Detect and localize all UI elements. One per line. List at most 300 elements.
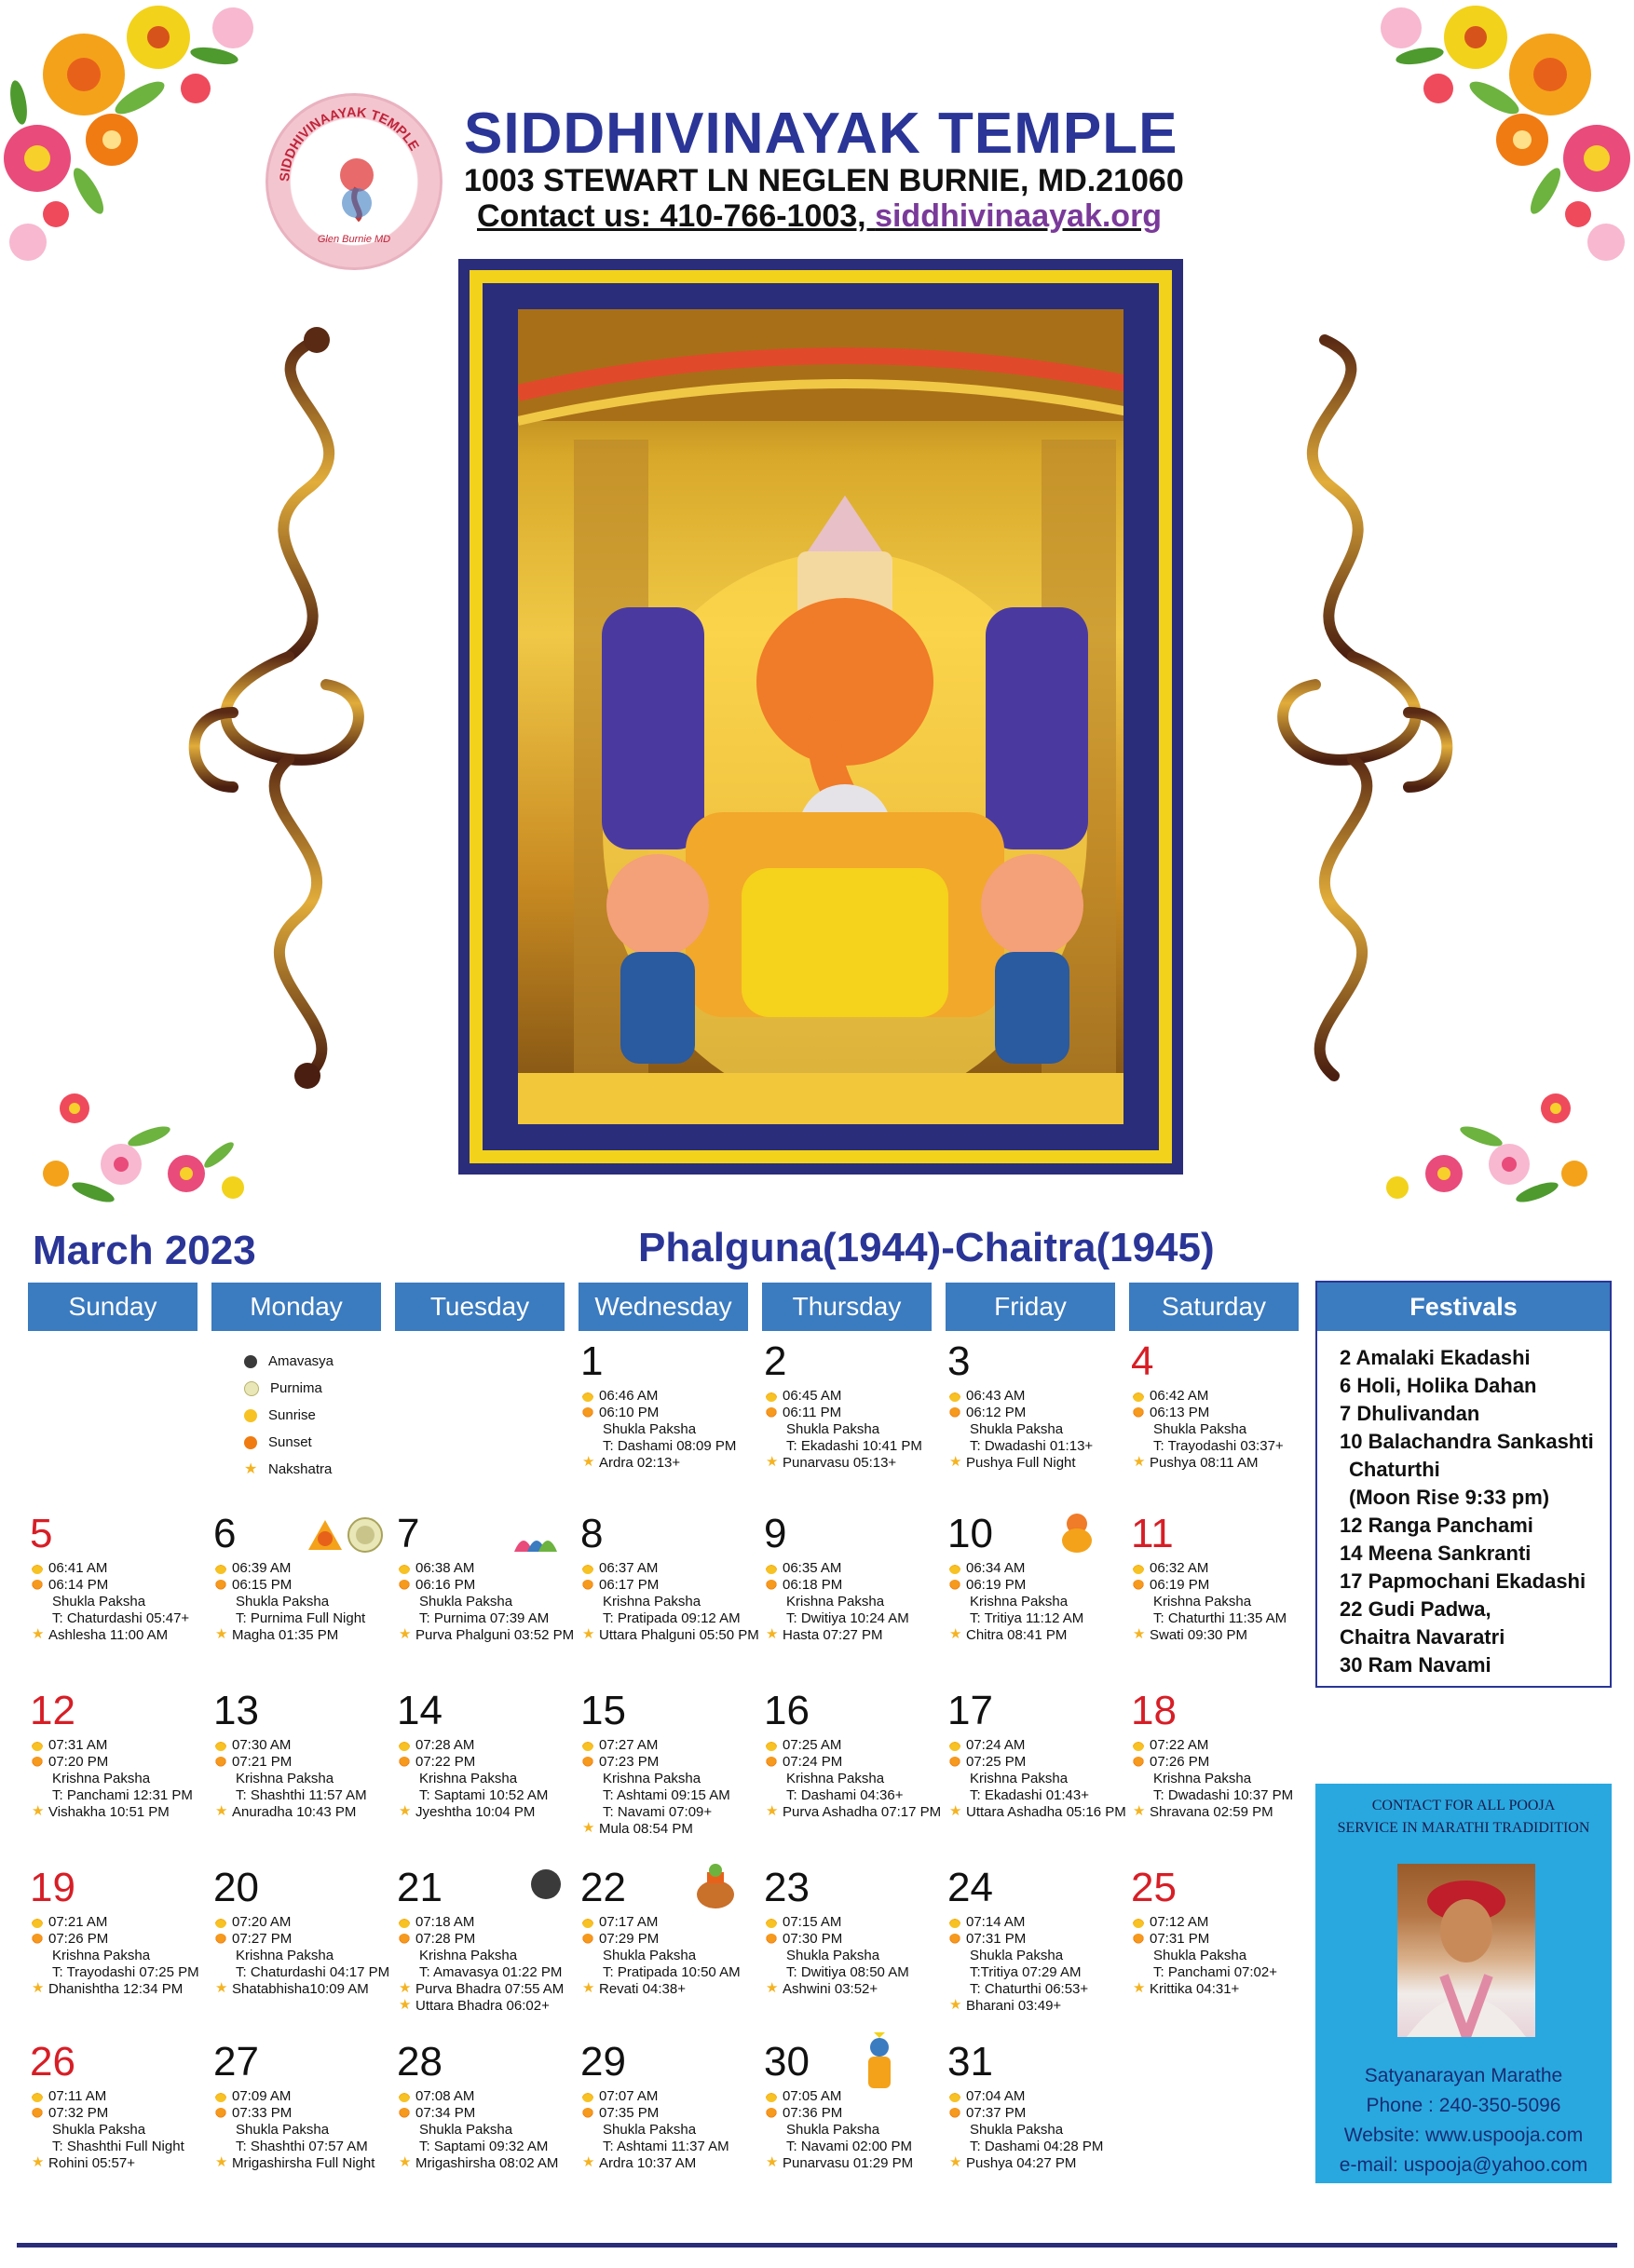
nakshatra-icon: ★	[399, 1626, 412, 1642]
festival-item: 6 Holi, Holika Dahan	[1340, 1374, 1537, 1397]
sunset-icon	[766, 2108, 777, 2119]
sunset-time: 07:31 PM	[1131, 1931, 1308, 1948]
colors-icon	[512, 1528, 559, 1554]
sunrise-time: 07:31 AM	[30, 1737, 207, 1754]
sunset-icon	[1133, 1934, 1144, 1945]
day-cell	[30, 1511, 207, 1644]
paksha: Krishna Paksha	[236, 1948, 334, 1963]
sunset-icon	[582, 1934, 593, 1945]
sunset-time: 06:16 PM	[397, 1577, 574, 1594]
sunset-icon	[949, 2108, 960, 2119]
sunrise-icon	[1133, 1740, 1144, 1751]
nakshatra: ★ Shravana 02:59 PM	[1133, 1803, 1273, 1820]
sunrise-time: 07:07 AM	[580, 2088, 757, 2105]
day-cell	[1131, 1867, 1308, 1998]
nakshatra: ★ Vishakha 10:51 PM	[32, 1803, 170, 1820]
nakshatra: ★ Shatabhisha10:09 AM	[215, 1980, 369, 1997]
paksha: Krishna Paksha	[236, 1771, 334, 1786]
sunset-icon	[949, 1580, 960, 1591]
nakshatra-icon: ★	[399, 1980, 412, 1996]
sunset-time: 07:35 PM	[580, 2105, 757, 2122]
sunset-time: 07:21 PM	[213, 1754, 390, 1771]
day-number: 25	[1131, 1865, 1177, 1910]
nakshatra: ★ Ashlesha 11:00 AM	[32, 1626, 169, 1643]
month-title: March 2023	[33, 1228, 256, 1273]
sunset-icon	[766, 1757, 777, 1768]
festivals-title: Festivals	[1317, 1283, 1610, 1331]
festival-item: 10 Balachandra Sankashti	[1340, 1430, 1594, 1453]
day-cell	[947, 1867, 1124, 2015]
day-number: 23	[764, 1865, 810, 1910]
sunrise-time: 07:04 AM	[947, 2088, 1124, 2105]
sunrise-time: 07:25 AM	[764, 1737, 941, 1754]
paksha: Shukla Paksha	[236, 1594, 330, 1609]
sunrise-icon	[766, 1740, 777, 1751]
nakshatra-icon: ★	[949, 1803, 962, 1819]
paksha: Krishna Paksha	[419, 1948, 518, 1963]
purnima-day-icon	[347, 1516, 384, 1554]
tithi: T: Tritiya 11:12 AM	[970, 1610, 1084, 1626]
day-cell	[764, 1867, 941, 1998]
day-number: 30	[764, 2039, 810, 2085]
sunrise-time: 06:42 AM	[1131, 1388, 1308, 1405]
day-cell	[397, 1688, 574, 1821]
sunrise-icon	[582, 1391, 593, 1402]
nakshatra-icon: ★	[766, 2154, 779, 2170]
sunset-time: 06:15 PM	[213, 1577, 390, 1594]
weekday-monday: Monday	[211, 1283, 381, 1331]
sunrise-icon	[32, 2091, 43, 2102]
tithi: T: Amavasya 01:22 PM	[419, 1964, 563, 1980]
sunset-icon	[582, 1407, 593, 1419]
paksha: Krishna Paksha	[52, 1948, 151, 1963]
sunset-icon	[1133, 1757, 1144, 1768]
tithi: T: Dwitiya 08:50 AM	[786, 1964, 909, 1980]
day-cell	[213, 1867, 390, 1998]
sunrise-icon	[215, 2091, 226, 2102]
nakshatra: ★ Revati 04:38+	[582, 1980, 686, 1997]
sunrise-icon	[399, 2091, 410, 2102]
flower-decoration-top-right	[1317, 0, 1634, 317]
day-cell	[947, 1338, 1124, 1472]
nakshatra: ★ Swati 09:30 PM	[1133, 1626, 1248, 1643]
day-number: 17	[947, 1688, 993, 1733]
contact-heading: CONTACT FOR ALL POOJA SERVICE IN MARATHI TRADIDITION	[1337, 1798, 1590, 1836]
nakshatra: ★ Dhanishtha 12:34 PM	[32, 1980, 184, 1997]
paksha: Krishna Paksha	[1153, 1771, 1252, 1786]
day-number: 2	[764, 1338, 787, 1384]
day-cell	[30, 2039, 207, 2172]
festival-item: 22 Gudi Padwa,	[1340, 1597, 1491, 1621]
paksha: Shukla Paksha	[786, 1421, 880, 1437]
sunrise-time: 06:41 AM	[30, 1560, 207, 1577]
tithi: T: Purnima 07:39 AM	[419, 1610, 550, 1626]
day-number: 22	[580, 1865, 626, 1910]
tithi: T: Shashthi 07:57 AM	[236, 2139, 368, 2154]
tithi: T: Ashtami 09:15 AM	[603, 1787, 730, 1803]
sunrise-icon	[766, 1563, 777, 1574]
nakshatra-icon: ★	[949, 1454, 962, 1470]
sunrise-time: 07:21 AM	[30, 1914, 207, 1931]
tithi: T: Chaturthi 11:35 AM	[1153, 1610, 1287, 1626]
sunset-time: 07:20 PM	[30, 1754, 207, 1771]
tithi: T: Shashthi 11:57 AM	[236, 1787, 367, 1803]
sunset-time: 07:28 PM	[397, 1931, 574, 1948]
nakshatra: ★ Pushya 04:27 PM	[949, 2154, 1077, 2171]
paksha: Krishna Paksha	[970, 1771, 1069, 1786]
sunset-time: 07:34 PM	[397, 2105, 574, 2122]
weekday-thursday: Thursday	[762, 1283, 932, 1331]
paksha: Shukla Paksha	[1153, 1421, 1247, 1437]
nakshatra-icon: ★	[215, 1803, 228, 1819]
sunset-icon	[399, 1757, 410, 1768]
day-number: 19	[30, 1865, 75, 1910]
sunset-time: 06:13 PM	[1131, 1405, 1308, 1421]
sunrise-icon	[32, 1917, 43, 1928]
nakshatra-icon: ★	[399, 1997, 412, 2013]
sunrise-icon	[949, 1740, 960, 1751]
nakshatra-icon: ★	[399, 2154, 412, 2170]
paksha: Krishna Paksha	[419, 1771, 518, 1786]
sunrise-time: 06:35 AM	[764, 1560, 941, 1577]
svg-text:SIDDHIVINAAYAK TEMPLE: SIDDHIVINAAYAK TEMPLE	[278, 105, 422, 183]
sunrise-time: 07:27 AM	[580, 1737, 757, 1754]
sunset-time: 07:24 PM	[764, 1754, 941, 1771]
sunset-time: 07:23 PM	[580, 1754, 757, 1771]
sunset-icon	[1133, 1407, 1144, 1419]
nakshatra: ★ Anuradha 10:43 PM	[215, 1803, 357, 1820]
nakshatra-icon: ★	[766, 1803, 779, 1819]
sunrise-time: 07:17 AM	[580, 1914, 757, 1931]
nakshatra-icon: ★	[215, 1626, 228, 1642]
kalash-icon	[694, 1863, 737, 1909]
temple-address: 1003 STEWART LN NEGLEN BURNIE, MD.21060	[464, 163, 1184, 198]
sunrise-icon	[399, 1917, 410, 1928]
paksha: Shukla Paksha	[603, 1948, 697, 1963]
paksha: Shukla Paksha	[1153, 1948, 1247, 1963]
festival-item: 14 Meena Sankranti	[1340, 1541, 1532, 1565]
contact-phone: Contact us: 410-766-1003,	[477, 198, 876, 234]
temple-contact	[477, 198, 1162, 235]
paksha: Shukla Paksha	[52, 1594, 146, 1609]
nakshatra-icon: ★	[1133, 1980, 1146, 1996]
nakshatra: ★ Chitra 08:41 PM	[949, 1626, 1068, 1643]
nakshatra: ★ Uttara Bhadra 06:02+	[399, 1997, 550, 2014]
nakshatra: ★ Pushya 08:11 AM	[1133, 1454, 1259, 1471]
nakshatra: ★ Punarvasu 05:13+	[766, 1454, 897, 1471]
sunrise-time: 07:05 AM	[764, 2088, 941, 2105]
day-number: 10	[947, 1511, 993, 1556]
weekday-tuesday: Tuesday	[395, 1283, 565, 1331]
ganesha-day-icon	[1057, 1511, 1096, 1554]
nakshatra: ★ Ardra 10:37 AM	[582, 2154, 697, 2171]
nakshatra: ★ Mrigashirsha Full Night	[215, 2154, 375, 2171]
day-cell	[947, 1511, 1124, 1644]
sunrise-time: 07:20 AM	[213, 1914, 390, 1931]
deity-photo	[518, 309, 1123, 1124]
sunset-icon	[399, 1580, 410, 1591]
paksha: Shukla Paksha	[419, 2122, 513, 2138]
sunset-time: 07:33 PM	[213, 2105, 390, 2122]
festival-item: 2 Amalaki Ekadashi	[1340, 1346, 1531, 1369]
day-cell	[764, 1511, 941, 1644]
nakshatra: ★ Magha 01:35 PM	[215, 1626, 339, 1643]
sunset-icon	[399, 2108, 410, 2119]
tithi: T: Panchami 07:02+	[1153, 1964, 1278, 1980]
sunrise-time: 07:28 AM	[397, 1737, 574, 1754]
sunrise-icon	[949, 1917, 960, 1928]
weekday-sunday: Sunday	[28, 1283, 197, 1331]
paksha: Shukla Paksha	[603, 2122, 697, 2138]
sunset-icon	[766, 1580, 777, 1591]
sunrise-icon	[1133, 1917, 1144, 1928]
sunrise-time: 07:18 AM	[397, 1914, 574, 1931]
sunrise-icon	[949, 1391, 960, 1402]
nakshatra: ★ Jyeshtha 10:04 PM	[399, 1803, 536, 1820]
nakshatra: ★ Krittika 04:31+	[1133, 1980, 1240, 1997]
sunset-time: 06:11 PM	[764, 1405, 941, 1421]
sunset-time: 06:10 PM	[580, 1405, 757, 1421]
sunrise-icon	[1133, 1391, 1144, 1402]
sunset-time: 07:37 PM	[947, 2105, 1124, 2122]
paksha: Shukla Paksha	[970, 1421, 1064, 1437]
sunset-icon	[582, 1580, 593, 1591]
day-number: 11	[1131, 1511, 1174, 1556]
tithi: T: Dwadashi 01:13+	[970, 1438, 1094, 1454]
day-number: 6	[213, 1511, 237, 1556]
sunset-time: 06:19 PM	[1131, 1577, 1308, 1594]
day-cell	[764, 1338, 941, 1472]
tithi: T: Purnima Full Night	[236, 1610, 366, 1626]
nakshatra-icon: ★	[582, 1820, 595, 1836]
sunrise-icon	[244, 1409, 257, 1422]
nakshatra-icon: ★	[1133, 1803, 1146, 1819]
logo-motto: Glen Burnie MD	[317, 234, 391, 245]
sunrise-icon	[1133, 1563, 1144, 1574]
festival-item: 30 Ram Navami	[1340, 1653, 1491, 1677]
day-number: 16	[764, 1688, 810, 1733]
day-cell	[764, 1688, 942, 1821]
sunset-time: 07:26 PM	[30, 1931, 207, 1948]
sunrise-time: 06:45 AM	[764, 1388, 941, 1405]
sunrise-icon	[582, 1917, 593, 1928]
sunset-icon	[949, 1934, 960, 1945]
day-cell	[947, 2039, 1124, 2172]
tithi: T: Panchami 12:31 PM	[52, 1787, 193, 1803]
tithi: T: Ekadashi 10:41 PM	[786, 1438, 922, 1454]
priest-phone: Phone : 240-350-5096	[1366, 2095, 1561, 2116]
day-cell	[30, 1867, 207, 1998]
nakshatra-icon: ★	[1133, 1454, 1146, 1470]
day-number: 18	[1131, 1688, 1177, 1733]
day-number: 9	[764, 1511, 787, 1556]
priest-website-link[interactable]: Website: www.uspooja.com	[1343, 2125, 1584, 2146]
sunset-icon	[582, 1757, 593, 1768]
scroll-ornament-left	[177, 321, 401, 1094]
tithi: T: Trayodashi 07:25 PM	[52, 1964, 199, 1980]
priest-email-link[interactable]: e-mail: uspooja@yahoo.com	[1339, 2154, 1588, 2176]
tithi: T: Pratipada 10:50 AM	[603, 1964, 741, 1980]
sunset-time: 07:36 PM	[764, 2105, 941, 2122]
tithi: T: Dashami 08:09 PM	[603, 1438, 737, 1454]
sunrise-icon	[949, 2091, 960, 2102]
sunrise-time: 07:30 AM	[213, 1737, 390, 1754]
nakshatra: ★ Uttara Phalguni 05:50 PM	[582, 1626, 759, 1643]
nakshatra: ★ Pushya Full Night	[949, 1454, 1076, 1471]
sunset-time: 07:31 PM	[947, 1931, 1124, 1948]
weekday-saturday: Saturday	[1129, 1283, 1299, 1331]
sunrise-icon	[582, 1740, 593, 1751]
sunset-icon	[949, 1757, 960, 1768]
sunset-time: 07:29 PM	[580, 1931, 757, 1948]
day-number: 14	[397, 1688, 443, 1733]
day-number: 27	[213, 2039, 259, 2085]
sunrise-time: 07:14 AM	[947, 1914, 1124, 1931]
paksha: Krishna Paksha	[786, 1594, 885, 1609]
nakshatra-icon: ★	[582, 1626, 595, 1642]
sunrise-time: 07:12 AM	[1131, 1914, 1308, 1931]
paksha: Krishna Paksha	[603, 1771, 701, 1786]
sunrise-icon	[766, 1391, 777, 1402]
legend-purnima: Purnima	[244, 1380, 322, 1396]
sunrise-time: 06:32 AM	[1131, 1560, 1308, 1577]
weekday-friday: Friday	[946, 1283, 1115, 1331]
festival-item: Chaturthi	[1349, 1458, 1440, 1481]
paksha: Shukla Paksha	[419, 1594, 513, 1609]
sunrise-icon	[215, 1740, 226, 1751]
tithi: T: Ekadashi 01:43+	[970, 1787, 1090, 1803]
day-number: 4	[1131, 1338, 1154, 1384]
tithi: T: Saptami 10:52 AM	[419, 1787, 549, 1803]
day-cell	[30, 1688, 207, 1821]
sunset-icon	[1133, 1580, 1144, 1591]
sunrise-time: 06:43 AM	[947, 1388, 1124, 1405]
tithi: T: Shashthi Full Night	[52, 2139, 184, 2154]
day-number: 15	[580, 1688, 626, 1733]
sunrise-time: 07:15 AM	[764, 1914, 941, 1931]
nakshatra-icon: ★	[215, 2154, 228, 2170]
tithi: T: Navami 02:00 PM	[786, 2139, 913, 2154]
day-number: 28	[397, 2039, 443, 2085]
contact-info	[1315, 2061, 1612, 2180]
scroll-ornament-right	[1241, 321, 1464, 1094]
priest-photo	[1397, 1864, 1535, 2037]
lunar-month-title: Phalguna(1944)-Chaitra(1945)	[638, 1225, 1215, 1270]
sunrise-icon	[582, 2091, 593, 2102]
temple-website-link[interactable]: siddhivinaayak.org	[875, 198, 1163, 234]
day-cell	[580, 1338, 757, 1472]
deity-photo-frame	[458, 259, 1183, 1175]
tithi: T: Navami 07:09+	[603, 1804, 713, 1820]
tithi: T:Tritiya 07:29 AM	[970, 1964, 1082, 1980]
sunset-time: 06:14 PM	[30, 1577, 207, 1594]
nakshatra: ★ Mula 08:54 PM	[582, 1820, 693, 1837]
nakshatra-icon: ★	[582, 1980, 595, 1996]
temple-title: SIDDHIVINAYAK TEMPLE	[464, 102, 1178, 166]
paksha: Krishna Paksha	[786, 1771, 885, 1786]
new-moon-icon	[529, 1867, 563, 1901]
day-number: 13	[213, 1688, 259, 1733]
nakshatra-icon: ★	[582, 1454, 595, 1470]
festival-item: 12 Ranga Panchami	[1340, 1514, 1533, 1537]
temple-logo	[266, 93, 443, 270]
sunrise-icon	[399, 1740, 410, 1751]
nakshatra-icon: ★	[399, 1803, 412, 1819]
day-cell	[1131, 1511, 1308, 1644]
sunset-time: 06:19 PM	[947, 1577, 1124, 1594]
bottom-divider	[17, 2243, 1617, 2248]
sunrise-time: 07:09 AM	[213, 2088, 390, 2105]
nakshatra-icon: ★	[582, 2154, 595, 2170]
sunset-time: 07:22 PM	[397, 1754, 574, 1771]
sunset-time: 07:27 PM	[213, 1931, 390, 1948]
legend-sunrise: Sunrise	[244, 1407, 316, 1423]
paksha: Shukla Paksha	[786, 1948, 880, 1963]
nakshatra-icon: ★	[32, 1803, 45, 1819]
sunrise-time: 06:34 AM	[947, 1560, 1124, 1577]
nakshatra: ★ Mrigashirsha 08:02 AM	[399, 2154, 559, 2171]
day-number: 21	[397, 1865, 443, 1910]
paksha: Krishna Paksha	[603, 1594, 701, 1609]
sunrise-icon	[949, 1563, 960, 1574]
sunset-icon	[244, 1436, 257, 1449]
festival-item: (Moon Rise 9:33 pm)	[1349, 1486, 1550, 1509]
tithi: T: Chaturdashi 04:17 PM	[236, 1964, 390, 1980]
nakshatra: ★ Purva Phalguni 03:52 PM	[399, 1626, 575, 1643]
paksha: Shukla Paksha	[236, 2122, 330, 2138]
festival-item: Chaitra Navaratri	[1340, 1625, 1505, 1649]
tithi: T: Saptami 09:32 AM	[419, 2139, 549, 2154]
sunset-icon	[215, 1580, 226, 1591]
tithi: T: Dwadashi 10:37 PM	[1153, 1787, 1294, 1803]
tithi: T: Dwitiya 10:24 AM	[786, 1610, 909, 1626]
nakshatra: ★ Purva Ashadha 07:17 PM	[766, 1803, 942, 1820]
sunrise-icon	[215, 1917, 226, 1928]
nakshatra-icon: ★	[32, 1980, 45, 1996]
day-cell	[213, 1688, 390, 1821]
day-cell	[213, 2039, 390, 2172]
tithi: T: Pratipada 09:12 AM	[603, 1610, 741, 1626]
nakshatra-icon: ★	[32, 1626, 45, 1642]
sunrise-icon	[399, 1563, 410, 1574]
pooja-contact-panel	[1315, 1784, 1612, 2183]
amavasya-icon	[244, 1355, 257, 1368]
nakshatra-icon: ★	[949, 2154, 962, 2170]
nakshatra: ★ Rohini 05:57+	[32, 2154, 135, 2171]
day-number: 5	[30, 1511, 53, 1556]
nakshatra: ★ Punarvasu 01:29 PM	[766, 2154, 914, 2171]
day-cell	[1131, 1338, 1308, 1472]
day-cell	[397, 2039, 574, 2172]
tithi: T: Ashtami 11:37 AM	[603, 2139, 729, 2154]
sunset-time: 07:30 PM	[764, 1931, 941, 1948]
sunrise-time: 06:37 AM	[580, 1560, 757, 1577]
sunrise-time: 07:24 AM	[947, 1737, 1124, 1754]
day-number: 3	[947, 1338, 971, 1384]
nakshatra: ★ Ardra 02:13+	[582, 1454, 681, 1471]
tithi: T: Chaturthi 06:53+	[970, 1981, 1089, 1997]
day-number: 20	[213, 1865, 259, 1910]
nakshatra: ★ Bharani 03:49+	[949, 1997, 1062, 2014]
day-cell	[947, 1688, 1126, 1821]
sunrise-time: 06:39 AM	[213, 1560, 390, 1577]
nakshatra: ★ Hasta 07:27 PM	[766, 1626, 883, 1643]
festivals-panel	[1315, 1281, 1612, 1688]
legend-nakshatra: ★ Nakshatra	[244, 1461, 333, 1478]
day-number: 26	[30, 2039, 75, 2085]
day-number: 24	[947, 1865, 993, 1910]
sunrise-icon	[766, 2091, 777, 2102]
